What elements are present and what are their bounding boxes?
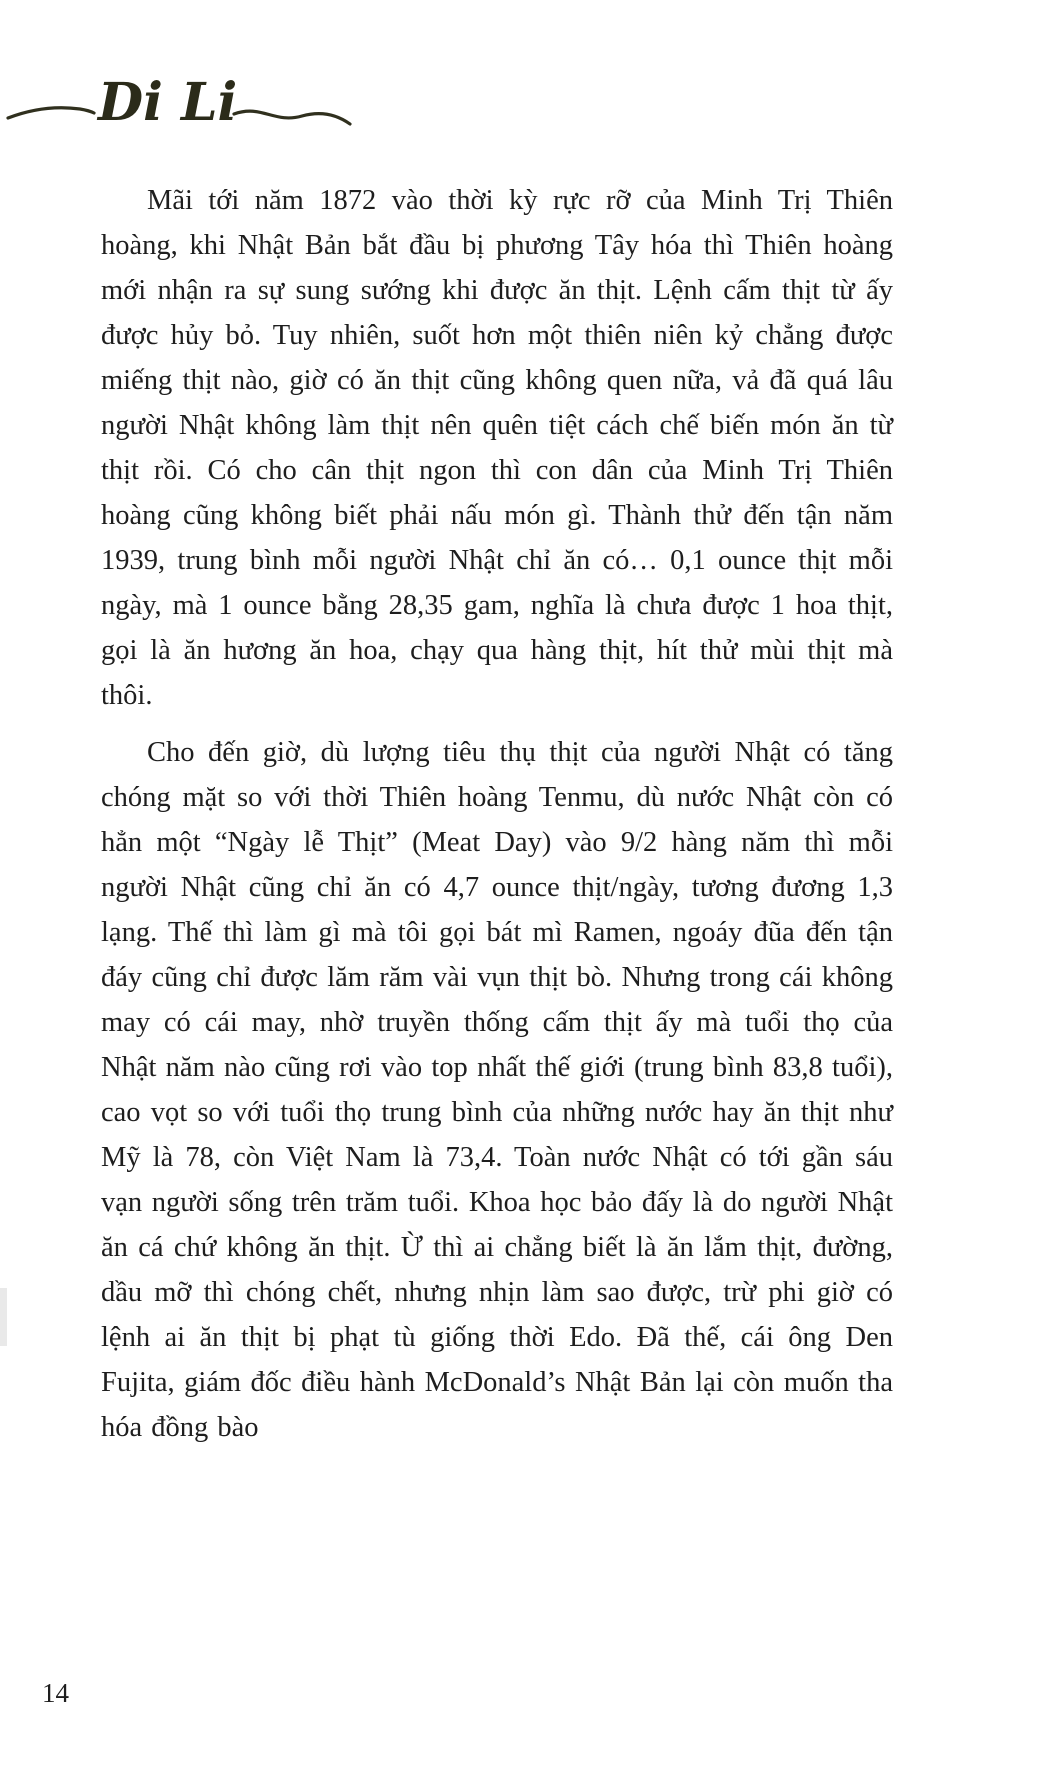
paragraph-2: Cho đến giờ, dù lượng tiêu thụ thịt của người Nhật có tăng chóng mặt so với thời Thiên hoàng Tenmu, dù nước Nhật còn có hẳn một “Ngày lễ Thịt” (Meat Day) vào 9/2 hàng năm thì mỗi người Nhật cũng chỉ ăn có 4,7 ounce thịt/ngày, tương đương 1,3 lạng. Thế thì làm gì mà tôi gọi bát mì Ramen, ngoáy đũa đến tận đáy cũng chỉ được lăm răm vài vụn thịt bò. Nhưng trong cái không may có cái may, nhờ truyền thống cấm thịt ấy mà tuổi thọ của Nhật năm nào cũng rơi vào top nhất thế giới (trung bình 83,8 tuổi), cao vọt so với tuổi thọ trung bình của những nước hay ăn thịt như Mỹ là 78, còn Việt Nam là 73,4. Toàn nước Nhật có tới gần sáu vạn người sống trên trăm tuổi. Khoa học bảo đấy là do người Nhật ăn cá chứ không ăn thịt. Ừ thì ai chẳng biết là ăn lắm thịt, đường, dầu mỡ thì chóng chết, nhưng nhịn làm sao được, trừ phi giờ có lệnh ai ăn thịt bị phạt tù giống thời Edo. Đã thế, cái ông Den Fujita, giám đốc điều hành McDonald’s Nhật Bản lại còn muốn tha hóa đồng bào: [101, 737, 893, 1443]
signature-flourish-icon: [6, 58, 366, 148]
body-text: [101, 178, 893, 1450]
scan-edge-artifact: [0, 1288, 7, 1346]
paragraph-1: Mãi tới năm 1872 vào thời kỳ rực rỡ của Minh Trị Thiên hoàng, khi Nhật Bản bắt đầu bị phương Tây hóa thì Thiên hoàng mới nhận ra sự sung sướng khi được ăn thịt. Lệnh cấm thịt từ ấy được hủy bỏ. Tuy nhiên, suốt hơn một thiên niên kỷ chẳng được miếng thịt nào, giờ có ăn thịt cũng không quen nữa, vả đã quá lâu người Nhật không làm thịt nên quên tiệt cách chế biến món ăn từ thịt rồi. Có cho cân thịt ngon thì con dân của Minh Trị Thiên hoàng cũng không biết phải nấu món gì. Thành thử đến tận năm 1939, trung bình mỗi người Nhật chỉ ăn có… 0,1 ounce thịt mỗi ngày, mà 1 ounce bằng 28,35 gam, nghĩa là chưa được 1 hoa thịt, gọi là ăn hương ăn hoa, chạy qua hàng thịt, hít thử mùi thịt mà thôi.: [101, 185, 893, 711]
author-signature: [6, 58, 366, 148]
signature-name: Di Li: [98, 72, 238, 133]
page-number: 14: [42, 1678, 69, 1708]
